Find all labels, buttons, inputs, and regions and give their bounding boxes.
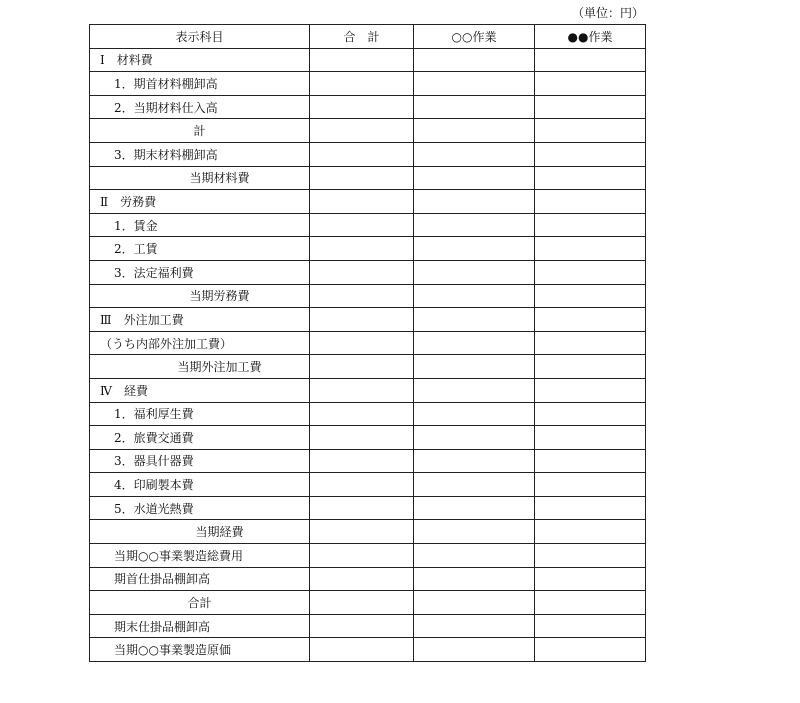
row-label: 当期外注加工費 xyxy=(90,355,310,379)
total-cell[interactable] xyxy=(310,591,414,615)
table-header-row xyxy=(90,25,646,49)
work-a-cell[interactable] xyxy=(414,213,535,237)
work-b-cell[interactable] xyxy=(535,520,646,544)
work-a-cell[interactable] xyxy=(414,166,535,190)
row-label: Ⅳ 経費 xyxy=(90,378,310,402)
total-cell[interactable] xyxy=(310,520,414,544)
work-b-cell[interactable] xyxy=(535,213,646,237)
header-work-a: ○○作業 xyxy=(414,25,535,49)
total-cell[interactable] xyxy=(310,449,414,473)
row-label: 当期○○事業製造原価 xyxy=(90,638,310,662)
row-label: 5．水道光熱費 xyxy=(90,496,310,520)
work-b-cell[interactable] xyxy=(535,496,646,520)
total-cell[interactable] xyxy=(310,213,414,237)
row-label: 3．法定福利費 xyxy=(90,260,310,284)
work-a-cell[interactable] xyxy=(414,449,535,473)
table-row xyxy=(90,260,646,284)
row-label: Ⅲ 外注加工費 xyxy=(90,308,310,332)
work-b-cell[interactable] xyxy=(535,591,646,615)
header-work-b: ●●作業 xyxy=(535,25,646,49)
row-label: 2．旅費交通費 xyxy=(90,426,310,450)
total-cell[interactable] xyxy=(310,260,414,284)
total-cell[interactable] xyxy=(310,614,414,638)
row-label: 当期材料費 xyxy=(90,166,310,190)
work-b-cell[interactable] xyxy=(535,72,646,96)
total-cell[interactable] xyxy=(310,119,414,143)
work-b-cell[interactable] xyxy=(535,260,646,284)
work-b-cell[interactable] xyxy=(535,567,646,591)
work-a-cell[interactable] xyxy=(414,142,535,166)
work-b-cell[interactable] xyxy=(535,402,646,426)
table-row xyxy=(90,142,646,166)
work-a-cell[interactable] xyxy=(414,520,535,544)
total-cell[interactable] xyxy=(310,95,414,119)
work-b-cell[interactable] xyxy=(535,331,646,355)
work-a-cell[interactable] xyxy=(414,284,535,308)
table-row xyxy=(90,638,646,662)
total-cell[interactable] xyxy=(310,496,414,520)
work-a-cell[interactable] xyxy=(414,119,535,143)
total-cell[interactable] xyxy=(310,237,414,261)
row-label: 1．期首材料棚卸高 xyxy=(90,72,310,96)
table-row xyxy=(90,190,646,214)
total-cell[interactable] xyxy=(310,544,414,568)
work-a-cell[interactable] xyxy=(414,260,535,284)
unit-note: （単位：円） xyxy=(571,6,644,20)
total-cell[interactable] xyxy=(310,48,414,72)
work-a-cell[interactable] xyxy=(414,426,535,450)
row-label: 2．工賃 xyxy=(90,237,310,261)
table-row xyxy=(90,591,646,615)
total-cell[interactable] xyxy=(310,72,414,96)
work-a-cell[interactable] xyxy=(414,496,535,520)
row-label: 期首仕掛品棚卸高 xyxy=(90,567,310,591)
total-cell[interactable] xyxy=(310,473,414,497)
work-b-cell[interactable] xyxy=(535,237,646,261)
total-cell[interactable] xyxy=(310,638,414,662)
row-label: 4．印刷製本費 xyxy=(90,473,310,497)
header-total: 合 計 xyxy=(310,25,414,49)
table-row xyxy=(90,449,646,473)
work-b-cell[interactable] xyxy=(535,355,646,379)
table-row xyxy=(90,166,646,190)
total-cell[interactable] xyxy=(310,331,414,355)
work-b-cell[interactable] xyxy=(535,426,646,450)
total-cell[interactable] xyxy=(310,355,414,379)
table-row xyxy=(90,72,646,96)
table-row xyxy=(90,614,646,638)
total-cell[interactable] xyxy=(310,402,414,426)
row-label: 合計 xyxy=(90,591,310,615)
row-label: （うち内部外注加工費） xyxy=(90,331,310,355)
work-b-cell[interactable] xyxy=(535,544,646,568)
row-label: 3．器具什器費 xyxy=(90,449,310,473)
work-b-cell[interactable] xyxy=(535,284,646,308)
table-row xyxy=(90,284,646,308)
total-cell[interactable] xyxy=(310,426,414,450)
table-row xyxy=(90,48,646,72)
header-account: 表示科目 xyxy=(90,25,310,49)
work-b-cell[interactable] xyxy=(535,166,646,190)
row-label: Ⅱ 労務費 xyxy=(90,190,310,214)
work-b-cell[interactable] xyxy=(535,614,646,638)
work-b-cell[interactable] xyxy=(535,308,646,332)
table-row xyxy=(90,119,646,143)
total-cell[interactable] xyxy=(310,378,414,402)
work-a-cell[interactable] xyxy=(414,331,535,355)
work-a-cell[interactable] xyxy=(414,190,535,214)
table-row xyxy=(90,473,646,497)
work-a-cell[interactable] xyxy=(414,95,535,119)
table-row xyxy=(90,378,646,402)
table-row xyxy=(90,95,646,119)
row-label: 1．福利厚生費 xyxy=(90,402,310,426)
table-row xyxy=(90,355,646,379)
work-a-cell[interactable] xyxy=(414,473,535,497)
table-row xyxy=(90,567,646,591)
total-cell[interactable] xyxy=(310,567,414,591)
table-row xyxy=(90,426,646,450)
work-b-cell[interactable] xyxy=(535,190,646,214)
table-row xyxy=(90,402,646,426)
work-a-cell[interactable] xyxy=(414,48,535,72)
work-a-cell[interactable] xyxy=(414,237,535,261)
total-cell[interactable] xyxy=(310,166,414,190)
total-cell[interactable] xyxy=(310,284,414,308)
manufacturing-cost-table xyxy=(89,24,646,662)
row-label: 当期経費 xyxy=(90,520,310,544)
row-label: 1．賃金 xyxy=(90,213,310,237)
work-a-cell[interactable] xyxy=(414,614,535,638)
work-a-cell[interactable] xyxy=(414,308,535,332)
table-row xyxy=(90,496,646,520)
work-a-cell[interactable] xyxy=(414,544,535,568)
row-label: 当期労務費 xyxy=(90,284,310,308)
work-b-cell[interactable] xyxy=(535,473,646,497)
row-label: 期末仕掛品棚卸高 xyxy=(90,614,310,638)
work-a-cell[interactable] xyxy=(414,402,535,426)
work-b-cell[interactable] xyxy=(535,449,646,473)
work-b-cell[interactable] xyxy=(535,48,646,72)
work-b-cell[interactable] xyxy=(535,142,646,166)
table-row xyxy=(90,308,646,332)
work-a-cell[interactable] xyxy=(414,355,535,379)
work-a-cell[interactable] xyxy=(414,591,535,615)
row-label: 計 xyxy=(90,119,310,143)
table-body xyxy=(90,48,646,661)
table-row xyxy=(90,237,646,261)
table-row xyxy=(90,331,646,355)
row-label: Ⅰ 材料費 xyxy=(90,48,310,72)
total-cell[interactable] xyxy=(310,190,414,214)
total-cell[interactable] xyxy=(310,142,414,166)
work-a-cell[interactable] xyxy=(414,567,535,591)
work-b-cell[interactable] xyxy=(535,119,646,143)
table-row xyxy=(90,544,646,568)
table-row xyxy=(90,213,646,237)
row-label: 3．期末材料棚卸高 xyxy=(90,142,310,166)
row-label: 当期○○事業製造総費用 xyxy=(90,544,310,568)
work-b-cell[interactable] xyxy=(535,95,646,119)
work-a-cell[interactable] xyxy=(414,638,535,662)
total-cell[interactable] xyxy=(310,308,414,332)
work-b-cell[interactable] xyxy=(535,378,646,402)
table-row xyxy=(90,520,646,544)
row-label: 2．当期材料仕入高 xyxy=(90,95,310,119)
work-b-cell[interactable] xyxy=(535,638,646,662)
work-a-cell[interactable] xyxy=(414,72,535,96)
work-a-cell[interactable] xyxy=(414,378,535,402)
